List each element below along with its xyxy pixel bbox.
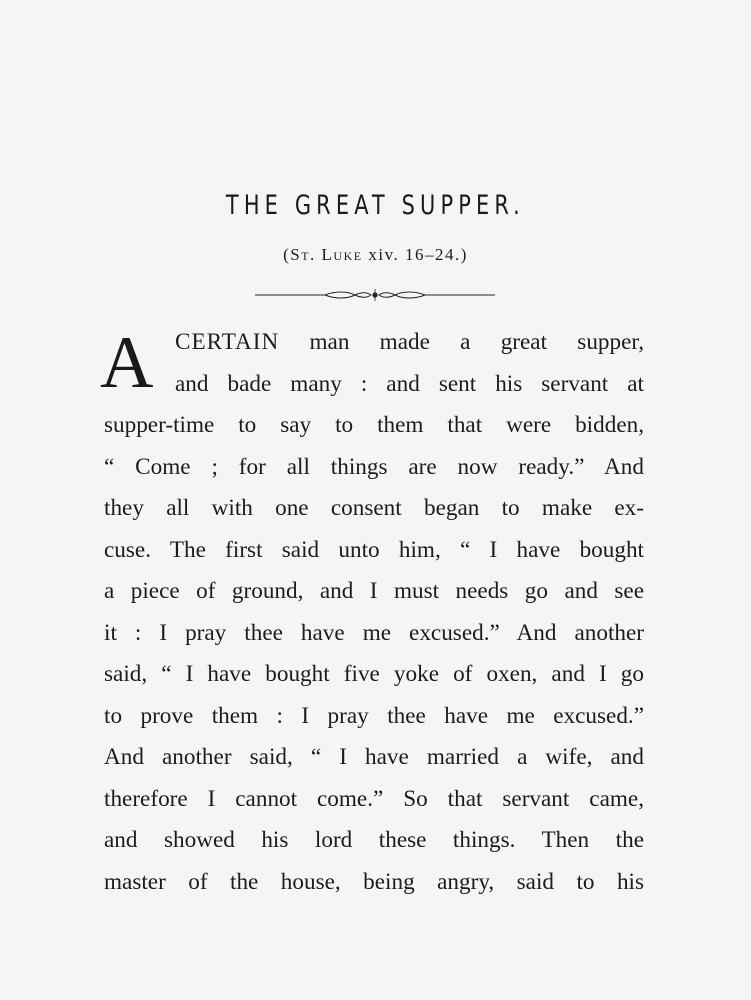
lead-word: CERTAIN [175,329,280,355]
reference-close-paren: ) [460,245,468,264]
passage-line: master of the house, being angry, said to his [104,868,644,895]
passage-line-text: man made a great supper, [279,329,644,355]
passage-line: said, “ I have bought five yoke of oxen, and I go [104,661,644,687]
chapter-title: THE GREAT SUPPER. [225,190,525,221]
passage-line: therefore I cannot come.” So that servant came, [104,785,644,812]
passage-line: and showed his lord these things. Then the [104,827,644,853]
reference-book: St. Luke [290,245,363,264]
passage-line: a piece of ground, and I must needs go and see [104,578,644,604]
passage-line: supper-time to say to them that were bidden, [104,412,644,438]
scripture-reference [0,243,751,267]
passage-line: to prove them : I pray thee have me excused.” [104,702,644,729]
passage-line: cuse. The first said unto him, “ I have bought [104,536,644,563]
passage-line [104,322,644,364]
reference-citation: xiv. 16–24. [362,245,461,264]
ornamental-rule-icon [255,288,495,302]
passage-text [100,322,644,903]
passage-line: and bade many : and sent his servant at [175,370,644,397]
drop-cap-letter: A [100,322,154,404]
reference-open-paren: ( [283,245,291,264]
passage-line: they all with one consent began to make ex- [104,495,644,521]
passage-line: it : I pray thee have me excused.” And another [104,619,644,646]
passage-line: And another said, “ I have married a wife, and [104,744,644,770]
passage-line: “ Come ; for all things are now ready.” And [104,453,644,480]
